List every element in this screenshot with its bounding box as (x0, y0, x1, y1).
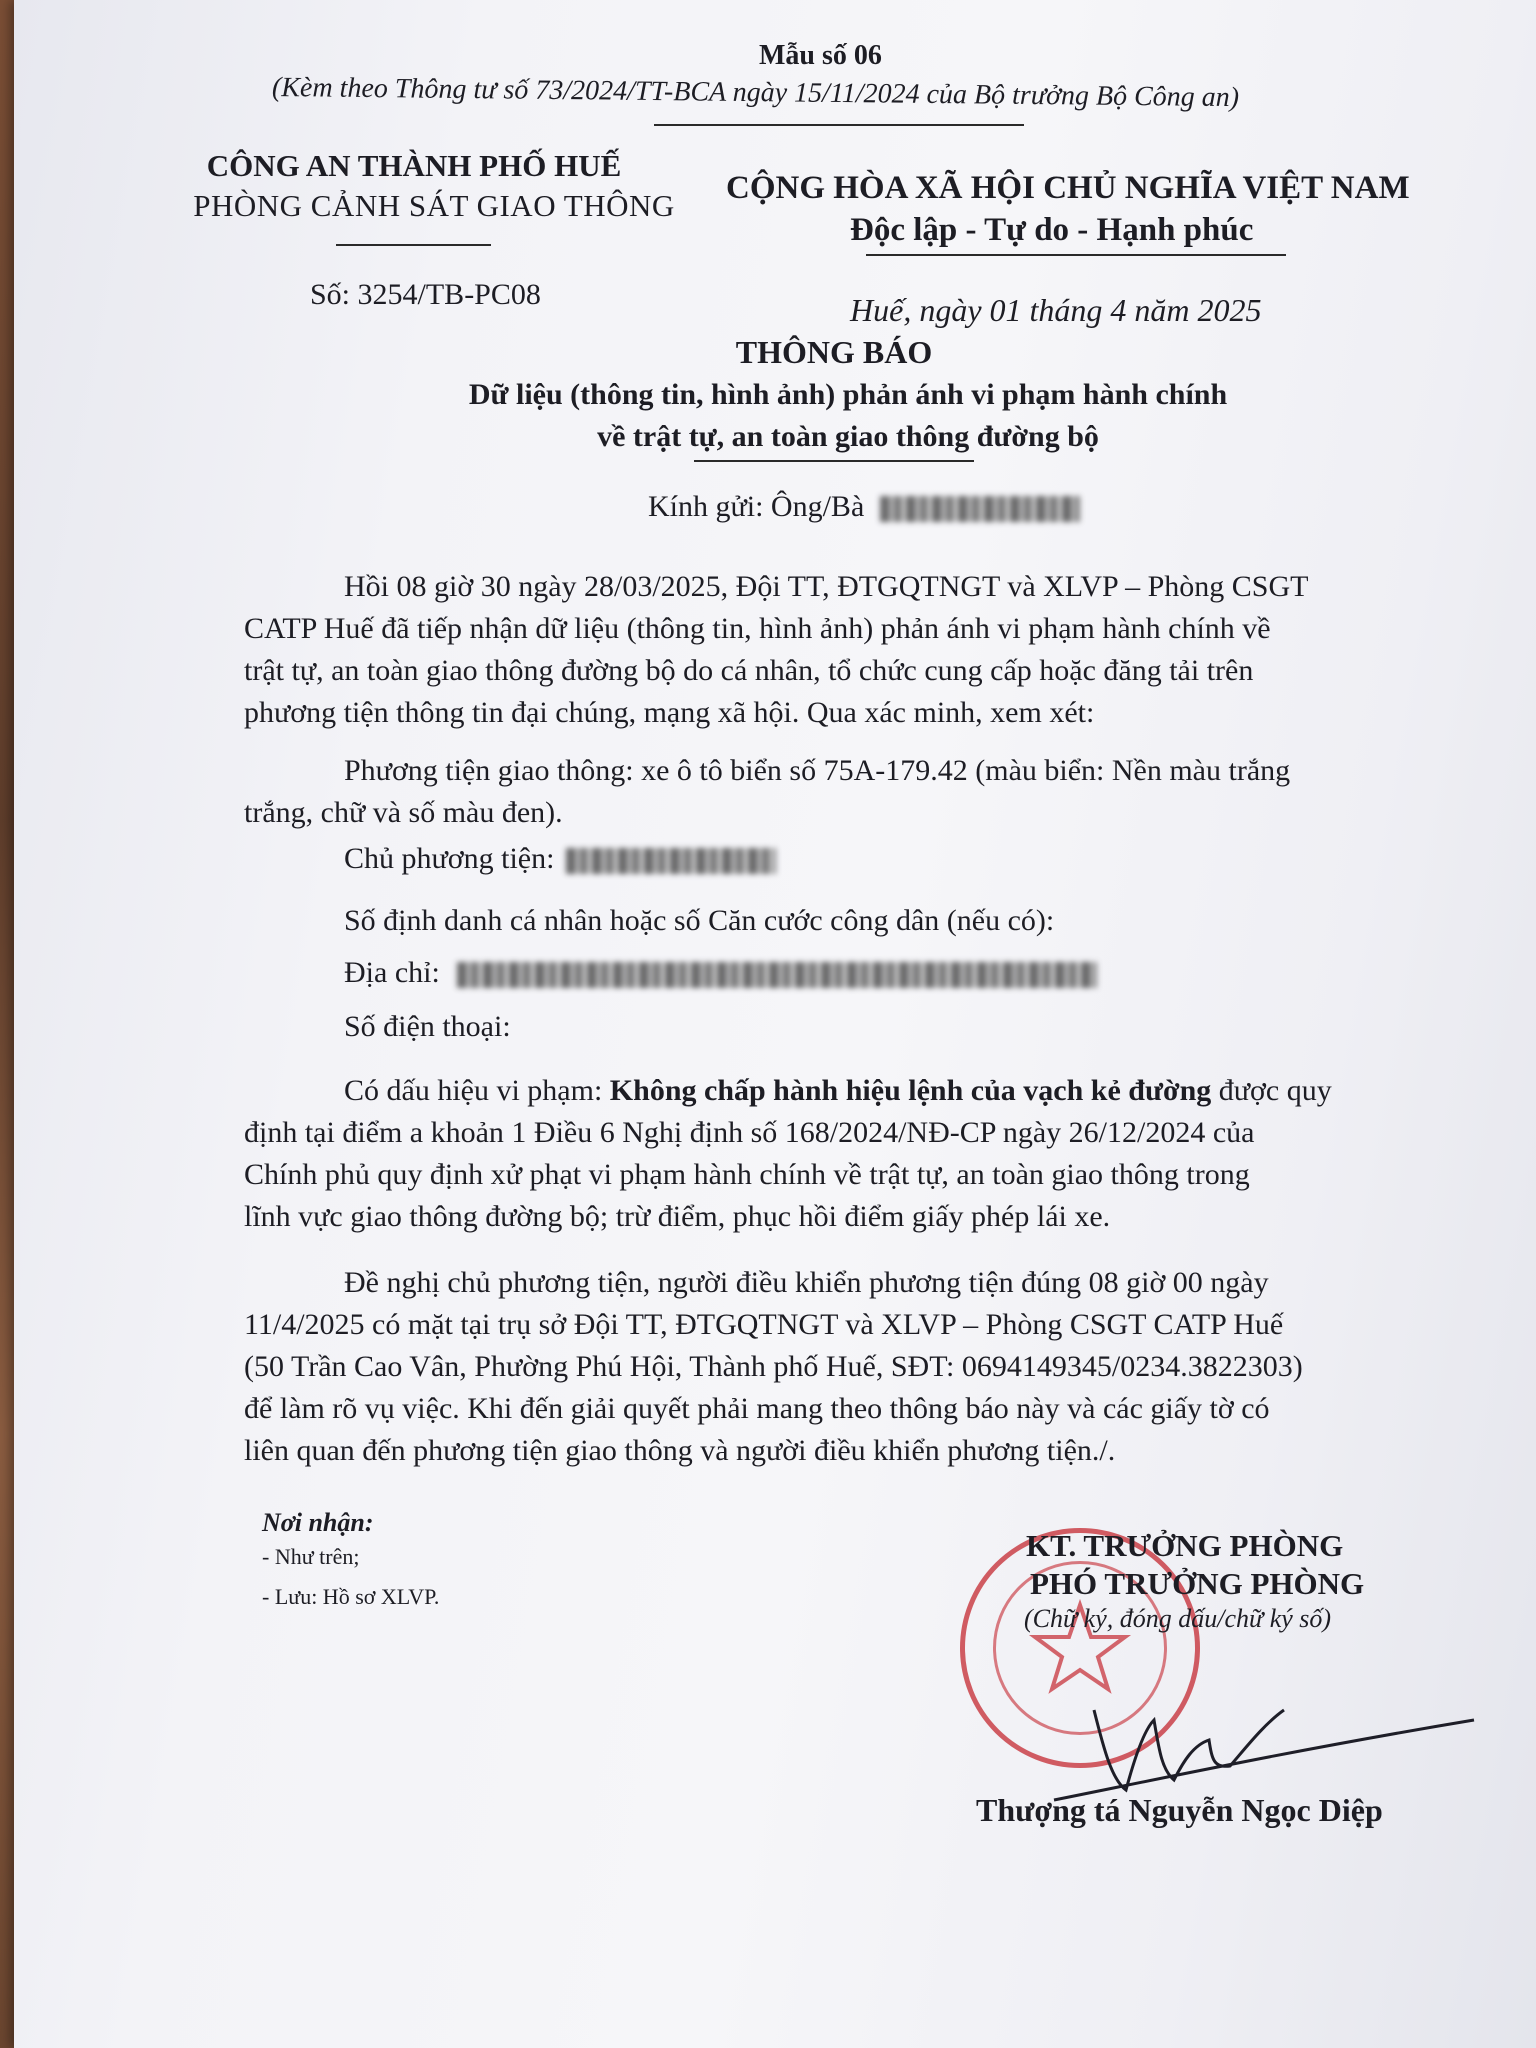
violation-type: Không chấp hành hiệu lệnh của vạch kẻ đường (609, 1074, 1212, 1107)
recipient-label: Kính gửi: Ông/Bà (648, 490, 865, 523)
place-date: Huế, ngày 01 tháng 4 năm 2025 (850, 292, 1262, 328)
vehicle-paragraph (244, 750, 1404, 834)
recipients-item: - Như trên; (262, 1544, 360, 1569)
request-line: 11/4/2025 có mặt tại trụ sở Đội TT, ĐTGQTNGT và XLVP – Phòng CSGT CATP Huế (244, 1308, 1284, 1341)
notice-subtitle-line2: về trật tự, an toàn giao thông đường bộ (597, 420, 1099, 453)
request-paragraph (244, 1262, 1404, 1472)
address-label: Địa chỉ: (344, 956, 440, 989)
request-line: Đề nghị chủ phương tiện, người điều khiển phương tiện đúng 08 giờ 00 ngày (344, 1266, 1269, 1299)
subtitle-underline (694, 460, 974, 462)
form-attachment-note: (Kèm theo Thông tư số 73/2024/TT-BCA ngày 15/11/2024 của Bộ trưởng Bộ Công an) (271, 72, 1240, 114)
header-underline (654, 124, 1024, 126)
owner-label: Chủ phương tiện: (344, 842, 555, 875)
notice-title: THÔNG BÁO (735, 334, 933, 370)
form-label: Mẫu số 06 (759, 40, 882, 71)
violation-paragraph (244, 1070, 1404, 1238)
intro-line: phương tiện thông tin đại chúng, mạng xã hội. Qua xác minh, xem xét: (244, 696, 1095, 729)
owner-line (344, 842, 776, 876)
signer-name: Thượng tá Nguyễn Ngọc Diệp (976, 1792, 1383, 1828)
id-line: Số định danh cá nhân hoặc số Căn cước công dân (nếu có): (344, 904, 1055, 937)
vehicle-line: Phương tiện giao thông: xe ô tô biển số 75A-179.42 (màu biển: Nền màu trắng (344, 754, 1291, 787)
document-number: Số: 3254/TB-PC08 (310, 278, 541, 311)
issuer-org-line2: PHÒNG CẢNH SÁT GIAO THÔNG (193, 188, 675, 223)
issuer-underline (336, 244, 491, 246)
handwritten-signature (1034, 1640, 1494, 1810)
motto-underline (866, 254, 1286, 256)
notice-subtitle-line1: Dữ liệu (thông tin, hình ảnh) phản ánh vi phạm hành chính (468, 378, 1228, 411)
violation-prefix: Có dấu hiệu vi phạm: (344, 1074, 610, 1107)
request-line: để làm rõ vụ việc. Khi đến giải quyết phải mang theo thông báo này và các giấy tờ có (244, 1392, 1270, 1425)
intro-line: CATP Huế đã tiếp nhận dữ liệu (thông tin, hình ảnh) phản ánh vi phạm hành chính về (244, 612, 1271, 645)
phone-line: Số điện thoại: (344, 1010, 511, 1043)
violation-suffix: được quy (1211, 1074, 1332, 1107)
intro-line: Hồi 08 giờ 30 ngày 28/03/2025, Đội TT, ĐTGQTNGT và XLVP – Phòng CSGT (344, 570, 1309, 603)
recipients-heading: Nơi nhận: (262, 1508, 374, 1537)
recipients-item: - Lưu: Hồ sơ XLVP. (262, 1584, 440, 1609)
violation-line: Chính phủ quy định xử phạt vi phạm hành chính về trật tự, an toàn giao thông trong (244, 1158, 1250, 1191)
owner-name-redacted (566, 848, 776, 874)
request-line: (50 Trần Cao Vân, Phường Phú Hội, Thành phố Huế, SĐT: 0694149345/0234.3822303) (244, 1350, 1303, 1383)
national-title: CỘNG HÒA XÃ HỘI CHỦ NGHĨA VIỆT NAM (726, 170, 1410, 206)
violation-line: định tại điểm a khoản 1 Điều 6 Nghị định số 168/2024/NĐ-CP ngày 26/12/2024 của (244, 1116, 1255, 1149)
signature-note: (Chữ ký, đóng dấu/chữ ký số) (1024, 1604, 1332, 1633)
intro-paragraph (244, 566, 1404, 734)
vehicle-line: trắng, chữ và số màu đen). (244, 796, 563, 829)
recipient-line (648, 490, 1080, 524)
signature-line2: PHÓ TRƯỞNG PHÒNG (1030, 1566, 1365, 1601)
national-motto: Độc lập - Tự do - Hạnh phúc (850, 212, 1254, 248)
address-line (344, 956, 1097, 990)
issuer-org-line1: CÔNG AN THÀNH PHỐ HUẾ (206, 148, 622, 183)
address-redacted (457, 962, 1097, 988)
violation-line (244, 1070, 1404, 1112)
recipient-name-redacted (880, 496, 1080, 522)
intro-line: trật tự, an toàn giao thông đường bộ do cá nhân, tổ chức cung cấp hoặc đăng tải trên (244, 654, 1254, 687)
document-page (14, 0, 1536, 2048)
violation-line: lĩnh vực giao thông đường bộ; trừ điểm, phục hồi điểm giấy phép lái xe. (244, 1200, 1111, 1233)
request-line: liên quan đến phương tiện giao thông và người điều khiển phương tiện./. (244, 1434, 1116, 1467)
signature-line1: KT. TRƯỞNG PHÒNG (1026, 1528, 1344, 1563)
